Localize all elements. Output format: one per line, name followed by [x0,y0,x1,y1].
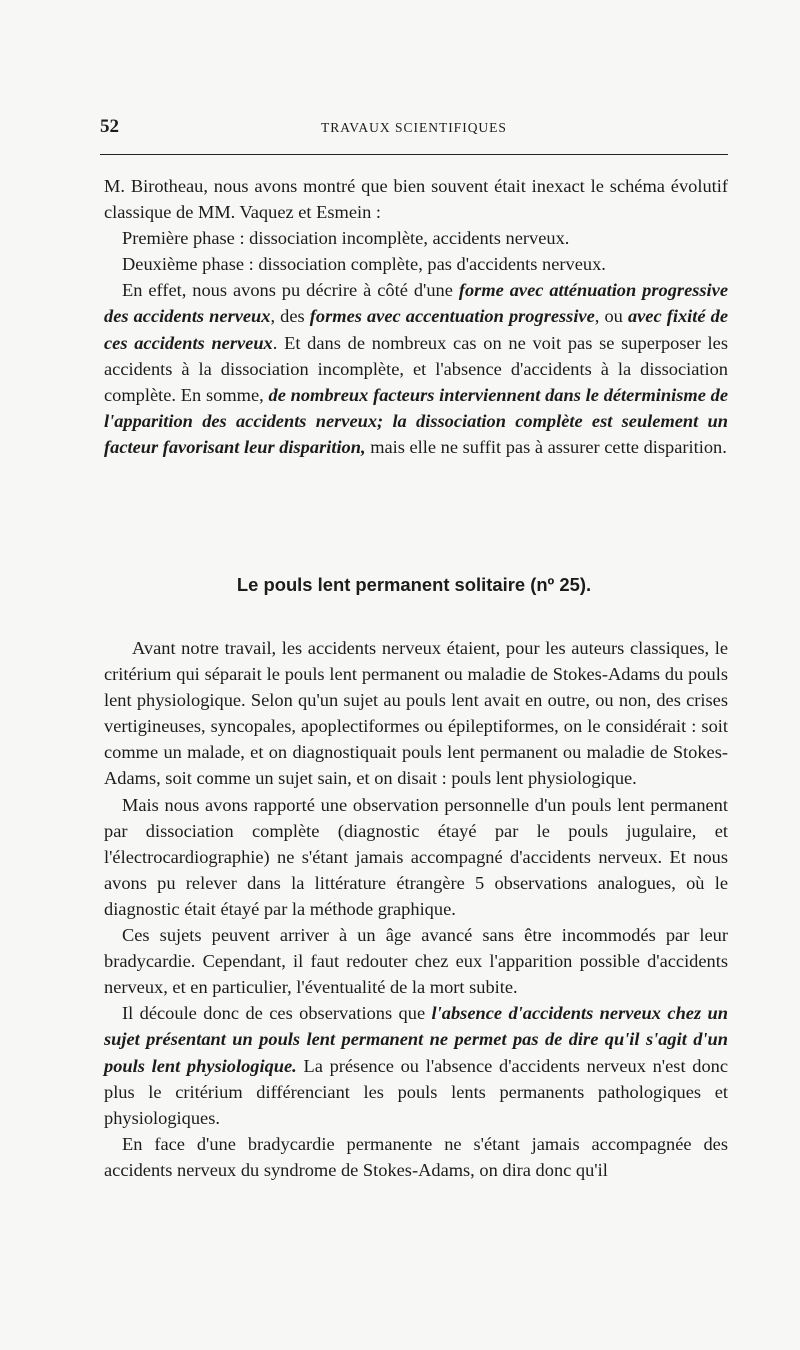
paragraph: Deuxième phase : dissociation complète, pas d'accidents nerveux. [122,254,606,275]
italic-run: l'absence d'accidents nerveux chez un sujet présentant un pouls lent permanent ne permet pas de dire qu'il s'agit d'un pouls lent physiologique. [104,1003,729,1076]
text-block-section [104,635,728,1183]
text-run: mais elle ne suffit pas à assurer cette disparition. [365,436,727,457]
page-header [100,116,728,142]
paragraph: Ces sujets peuvent arriver à un âge avancé sans être incommodés par leur bradycardie. Cependant, il faut redouter chez eux l'apparition possible d'accidents nerveux, et en particulier, l'éventualité de la mort subite. [104,925,728,998]
text-run: , ou [594,306,628,327]
text-run: , des [270,306,310,327]
running-title: TRAVAUX SCIENTIFIQUES [321,120,507,135]
page-number: 52 [100,116,119,137]
text-block-intro [104,173,728,460]
section-heading: Le pouls lent permanent solitaire (nº 25). [236,574,592,595]
paragraph: Avant notre travail, les accidents nerveux étaient, pour les auteurs classiques, le critérium qui séparait le pouls lent permanent ou maladie de Stokes-Adams du pouls lent physiologique. Selon qu'un sujet au pouls lent avait en outre, ou non, des crises vertigineuses, syncopales, apoplectiformes ou épileptiformes, on le considérait : soit comme un malade, et on diagnostiquait pouls lent permanent ou maladie de Stokes-Adams, soit comme un sujet sain, et on disait : pouls lent physiologique. [104,638,728,789]
paragraph: M. Birotheau, nous avons montré que bien souvent était inexact le schéma évolutif classique de MM. Vaquez et Esmein : [104,176,728,223]
text-run: En effet, nous avons pu décrire à côté d'une [122,280,459,301]
paragraph: En face d'une bradycardie permanente ne s'étant jamais accompagnée des accidents nerveux du syndrome de Stokes-Adams, on dira donc qu'il [104,1133,728,1180]
paragraph [104,1000,728,1130]
italic-run: forme avec atténuation progressive des accidents nerveux [104,280,728,327]
paragraph: Première phase : dissociation incomplète, accidents nerveux. [122,228,570,249]
paragraph [104,277,728,460]
text-run: Il découle donc de ces observations que [122,1003,432,1024]
header-rule [100,154,728,155]
italic-run: formes avec accentuation progressive [309,306,595,327]
italic-run: de nombreux facteurs interviennent dans le déterminisme de l'apparition des accidents nerveux; la dissociation complète est seulement un facteur favorisant leur disparition, [104,384,728,457]
paragraph: Mais nous avons rapporté une observation personnelle d'un pouls lent permanent par dissociation complète (diagnostic étayé par le pouls jugulaire, et l'électrocardiographie) ne s'étant jamais accompagné d'accidents nerveux. Et nous avons pu relever dans la littérature étrangère 5 observations analogues, où le diagnostic était étayé par la méthode graphique. [104,794,728,919]
text-run: La présence ou l'absence d'accidents nerveux n'est donc plus le critérium différenciant les pouls lents permanents pathologiques et physiologiques. [104,1055,729,1128]
text-run: . Et dans de nombreux cas on ne voit pas se superposer les accidents à la dissociation incomplète, et l'absence d'accidents à la dissociation complète. En somme, [104,332,728,405]
italic-run: avec fixité de ces accidents nerveux [104,306,728,353]
